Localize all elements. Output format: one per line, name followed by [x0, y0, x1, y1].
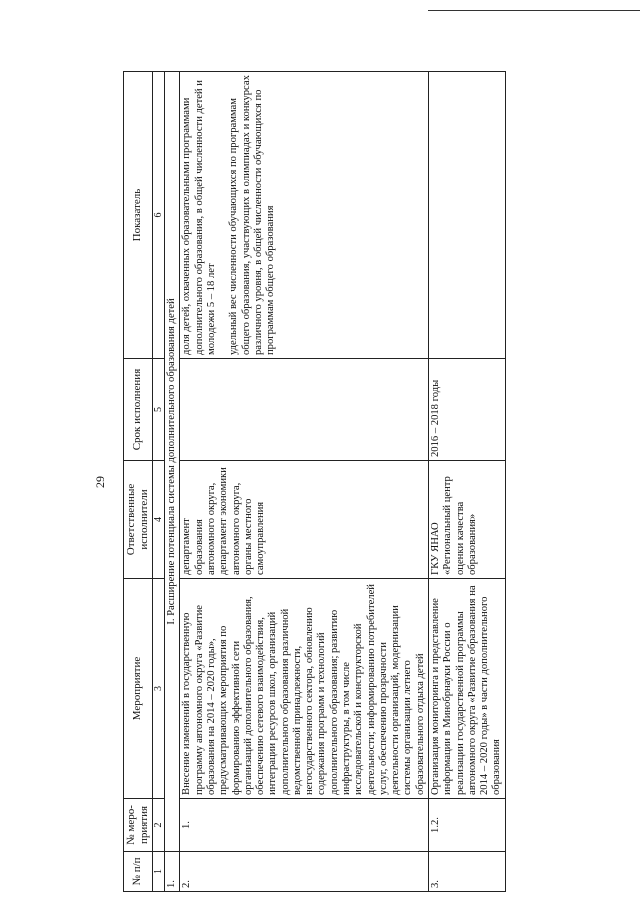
row-index: 3. — [429, 852, 506, 892]
table-row — [180, 72, 429, 892]
header-index: № п/п — [124, 852, 153, 892]
header-measure: Мероприятие — [124, 579, 153, 799]
row-executors: департамент образования автономного округа, департамент экономики автономного округа, органы местного самоуправления — [180, 461, 429, 579]
top-rule — [428, 10, 640, 11]
plan-table — [123, 71, 506, 892]
column-number: 5 — [152, 359, 165, 461]
header-row — [124, 72, 153, 892]
row-indicators — [429, 72, 506, 359]
indicator-item: доля детей, охваченных образовательными программами дополнительного образования, в общей численности детей и молодежи 5 – 18 лет — [181, 80, 217, 355]
row-measure-no: 1. — [180, 799, 429, 852]
indicator-item: удельный вес численности обучающихся по программам общего образования, участвующих в олимпиадах и конкурсах различного уровня, в общей численности обучающихся по программам общего образования — [228, 75, 277, 355]
header-measure-no: № меро-приятия — [124, 799, 153, 852]
column-number: 4 — [152, 461, 165, 579]
row-index: 2. — [180, 852, 429, 892]
column-number: 3 — [152, 579, 165, 799]
row-executors: ГКУ ЯНАО «Региональный центр оценки качества образования» — [429, 461, 506, 579]
section-title: I. Расширение потенциала системы дополнительного образования детей — [165, 72, 180, 852]
row-measure: Внесение изменений в государственную программу автономного округа «Развитие образования на 2014 – 2020 годы», предусматривающих мероприятия по формированию эффективной сети организаций дополнительного образования, обеспечению сетевого взаимодействия, интеграции ресурсов школ, организаций дополнительного образования различной ведомственной принадлежности, негосударственного сектора, обновлению содержания программ и технологий дополнительного образования; развитию инфраструктуры, в том числе исследовательской и конструкторской деятельности; информированию потребителей услуг, обеспечению прозрачности деятельности организаций, модернизации системы организации летнего образовательного отдыха детей — [180, 579, 429, 799]
column-number: 1 — [152, 852, 165, 892]
column-number-row — [152, 72, 165, 892]
rotated-page — [93, 72, 553, 892]
column-number: 6 — [152, 72, 165, 359]
row-deadline: 2016 – 2018 годы — [429, 359, 506, 461]
section-index: 1. — [165, 852, 180, 892]
page-number: 29 — [93, 476, 107, 488]
column-number: 2 — [152, 799, 165, 852]
header-deadline: Срок исполнения — [124, 359, 153, 461]
header-executors: Ответственные исполнители — [124, 461, 153, 579]
header-indicator: Показатель — [124, 72, 153, 359]
row-measure: Организация мониторинга и представление информации в Минобрнауки России о реализации государственной программы автономного округа «Развитие образования на 2014 – 2020 годы» в части дополнительного образования — [429, 579, 506, 799]
row-indicators — [180, 72, 429, 359]
row-deadline — [180, 359, 429, 461]
section-row — [165, 72, 180, 892]
row-measure-no: 1.2. — [429, 799, 506, 852]
table-row — [429, 72, 506, 892]
